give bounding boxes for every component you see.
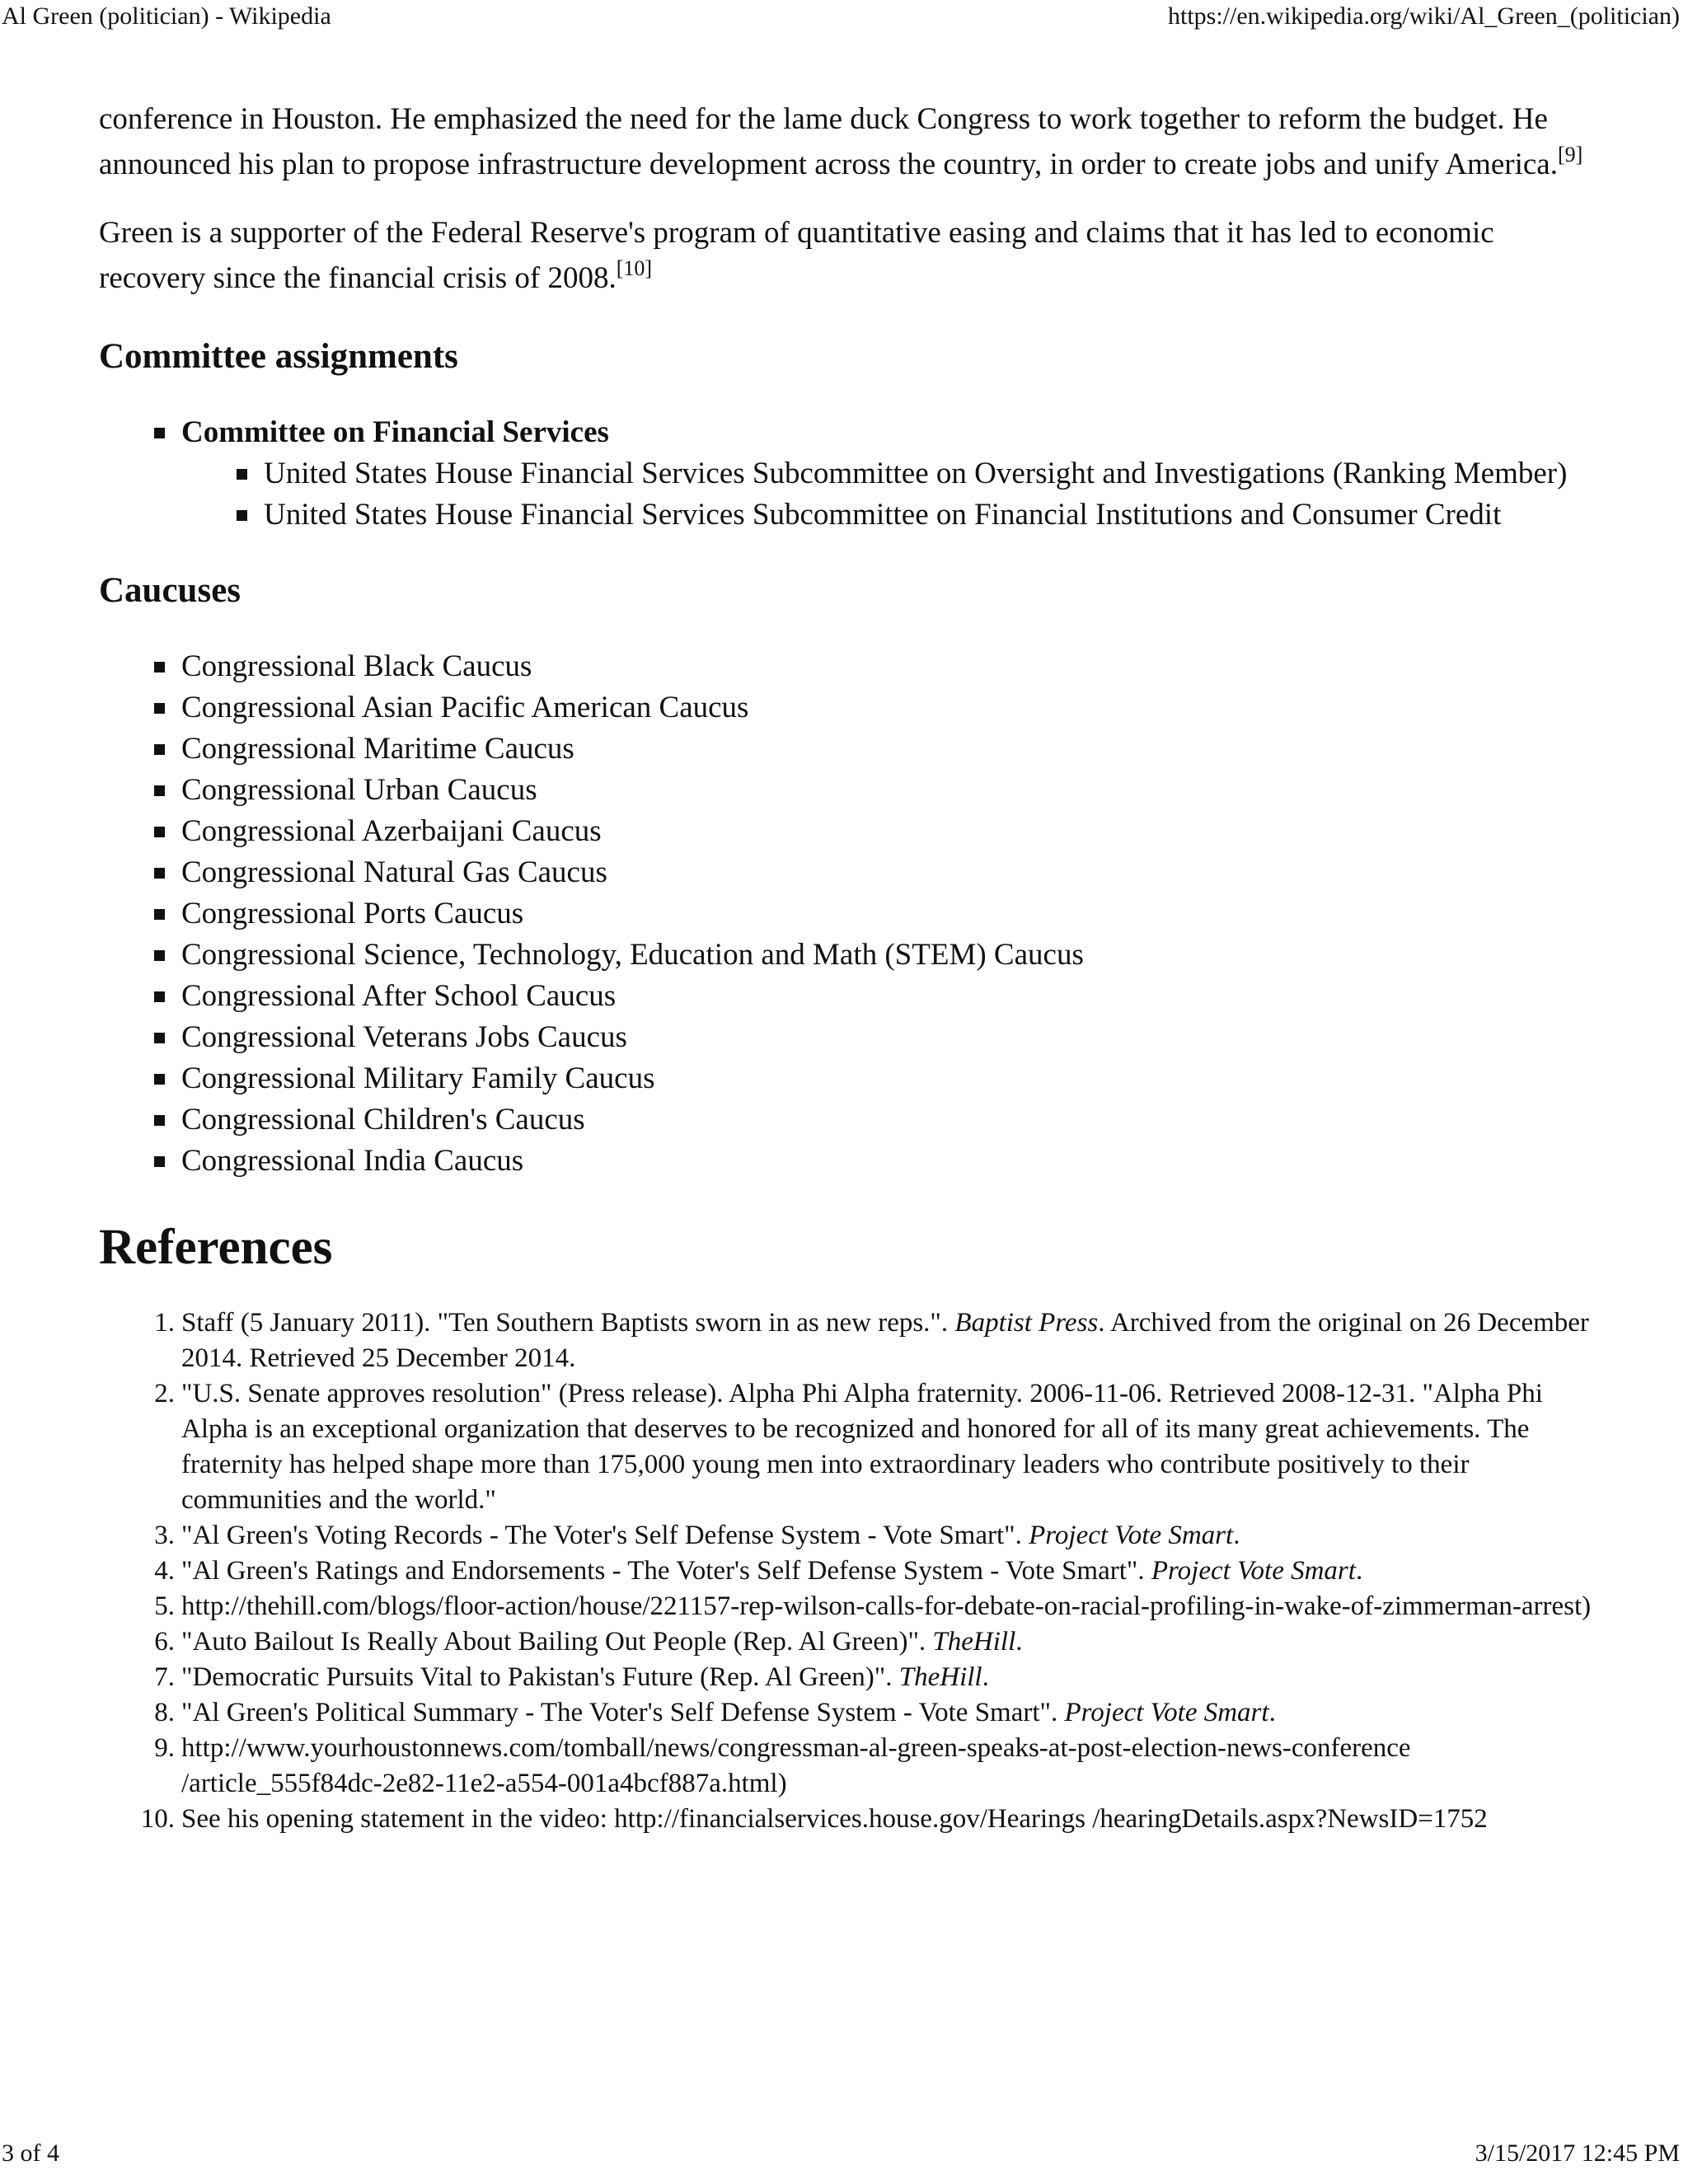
citation-link[interactable]: [10] [616,255,653,280]
reference-item [154,1518,1599,1554]
reference-item [154,1376,1599,1518]
caucus-item[interactable]: Congressional Urban Caucus [181,770,1599,811]
caucus-item[interactable]: Congressional Asian Pacific American Caucus [181,687,1599,729]
reference-number: 1. [154,1308,175,1338]
references-heading: References [99,1220,333,1275]
committee-name[interactable]: Committee on Financial Services [181,415,609,449]
reference-text: "Auto Bailout Is Really About Bailing Out People (Rep. Al Green)". [181,1627,933,1657]
reference-item [154,1554,1599,1589]
reference-text-end: . [982,1662,989,1692]
reference-item [154,1624,1599,1660]
reference-text-end: . [1015,1627,1023,1657]
reference-number: 8. [154,1698,175,1727]
references-list [99,1305,1599,1837]
caucus-item[interactable]: Congressional Veterans Jobs Caucus [181,1017,1599,1058]
reference-text: "Al Green's Voting Records - The Voter's Self Defense System - Vote Smart". [181,1521,1029,1550]
paragraph-text: Green is a supporter of the Federal Reserve's program of quantitative easing and claims that it has led to economic recovery since the financial crisis of 2008. [99,216,1494,295]
print-header-title: Al Green (politician) - Wikipedia [2,2,331,30]
committee-assignments-heading: Committee assignments [99,337,458,376]
reference-number: 10. [140,1804,175,1834]
print-footer-datetime: 3/15/2017 12:45 PM [1475,2139,1680,2167]
reference-text: Staff (5 January 2011). "Ten Southern Baptists sworn in as new reps.". [181,1308,955,1338]
reference-number: 2. [154,1379,175,1408]
reference-item [154,1589,1599,1624]
print-footer-page: 3 of 4 [2,2139,59,2167]
reference-text: "Al Green's Ratings and Endorsements - The Voter's Self Defense System - Vote Smart". [181,1556,1151,1586]
paragraph-quantitative-easing [99,210,1599,301]
reference-text-end: . [1355,1556,1363,1586]
caucuses-heading: Caucuses [99,571,241,610]
reference-number: 6. [154,1627,175,1657]
committee-list [99,412,1599,536]
reference-source[interactable]: Project Vote Smart [1029,1521,1234,1550]
reference-source[interactable]: TheHill [898,1662,982,1692]
paragraph-infrastructure [99,96,1599,187]
caucus-item[interactable]: Congressional Azerbaijani Caucus [181,811,1599,852]
reference-item [154,1305,1599,1376]
print-header-url: https://en.wikipedia.org/wiki/Al_Green_(politician) [1168,2,1680,30]
reference-link[interactable]: http://www.yourhoustonnews.com/tomball/news/congressman-al-green-speaks-at-post-election-news-conference /article_555f84dc-2e82-11e2-a554-001a4bcf887a.html) [181,1733,1411,1798]
caucus-item[interactable]: Congressional India Caucus [181,1141,1599,1182]
caucus-item[interactable]: Congressional Ports Caucus [181,893,1599,935]
caucus-item[interactable]: Congressional Military Family Caucus [181,1058,1599,1099]
reference-number: 4. [154,1556,175,1586]
caucus-item[interactable]: Congressional Maritime Caucus [181,729,1599,770]
reference-item [154,1731,1599,1802]
reference-source[interactable]: Project Vote Smart [1151,1556,1356,1586]
reference-item [154,1695,1599,1731]
subcommittee-item[interactable]: United States House Financial Services Subcommittee on Oversight and Investigations (Ranking Member) [264,453,1599,494]
caucus-item[interactable]: Congressional After School Caucus [181,976,1599,1017]
committee-item [181,412,1599,536]
reference-text-end: . [1268,1698,1276,1727]
reference-text: "Al Green's Political Summary - The Voter's Self Defense System - Vote Smart". [181,1698,1065,1727]
reference-item [154,1660,1599,1695]
caucus-item[interactable]: Congressional Children's Caucus [181,1099,1599,1141]
reference-text: "Democratic Pursuits Vital to Pakistan's Future (Rep. Al Green)". [181,1662,899,1692]
article-content [99,96,1599,1837]
subcommittee-list [181,453,1599,536]
reference-number: 3. [154,1521,175,1550]
reference-source[interactable]: Project Vote Smart [1064,1698,1269,1727]
caucus-item[interactable]: Congressional Black Caucus [181,646,1599,687]
reference-text: "U.S. Senate approves resolution" (Press release). Alpha Phi Alpha fraternity. 2006-11-06. Retrieved 2008-12-31. "Alpha Phi Alpha is an exceptional organization that deserves to be recognized and honored for all of its many great achievements. The fraternity has helped shape more than 175,000 young men into extraordinary leaders who contribute positively to their communities and the world." [181,1379,1543,1515]
reference-item [140,1802,1599,1837]
caucus-item[interactable]: Congressional Natural Gas Caucus [181,852,1599,893]
citation-link[interactable]: [9] [1557,142,1583,166]
paragraph-text: conference in Houston. He emphasized the need for the lame duck Congress to work together to reform the budget. He announced his plan to propose infrastructure development across the country, in order to create jobs and unify America. [99,102,1558,181]
subcommittee-item[interactable]: United States House Financial Services Subcommittee on Financial Institutions and Consumer Credit [264,494,1599,536]
reference-link[interactable]: http://thehill.com/blogs/floor-action/house/221157-rep-wilson-calls-for-debate-on-racial-profiling-in-wake-of-zimmerman-arrest) [181,1591,1592,1621]
reference-text: See his opening statement in the video: http://financialservices.house.gov/Hearings /hearingDetails.aspx?NewsID=1752 [181,1804,1488,1834]
reference-number: 5. [154,1591,175,1621]
reference-text-end: . Archived from the original on 26 December 2014. Retrieved 25 December 2014. [181,1308,1589,1373]
caucus-item[interactable]: Congressional Science, Technology, Education and Math (STEM) Caucus [181,935,1599,976]
reference-source[interactable]: Baptist Press [954,1308,1099,1338]
reference-number: 9. [154,1733,175,1763]
reference-source[interactable]: TheHill [932,1627,1016,1657]
reference-number: 7. [154,1662,175,1692]
caucus-list [99,646,1599,1182]
reference-text-end: . [1233,1521,1240,1550]
